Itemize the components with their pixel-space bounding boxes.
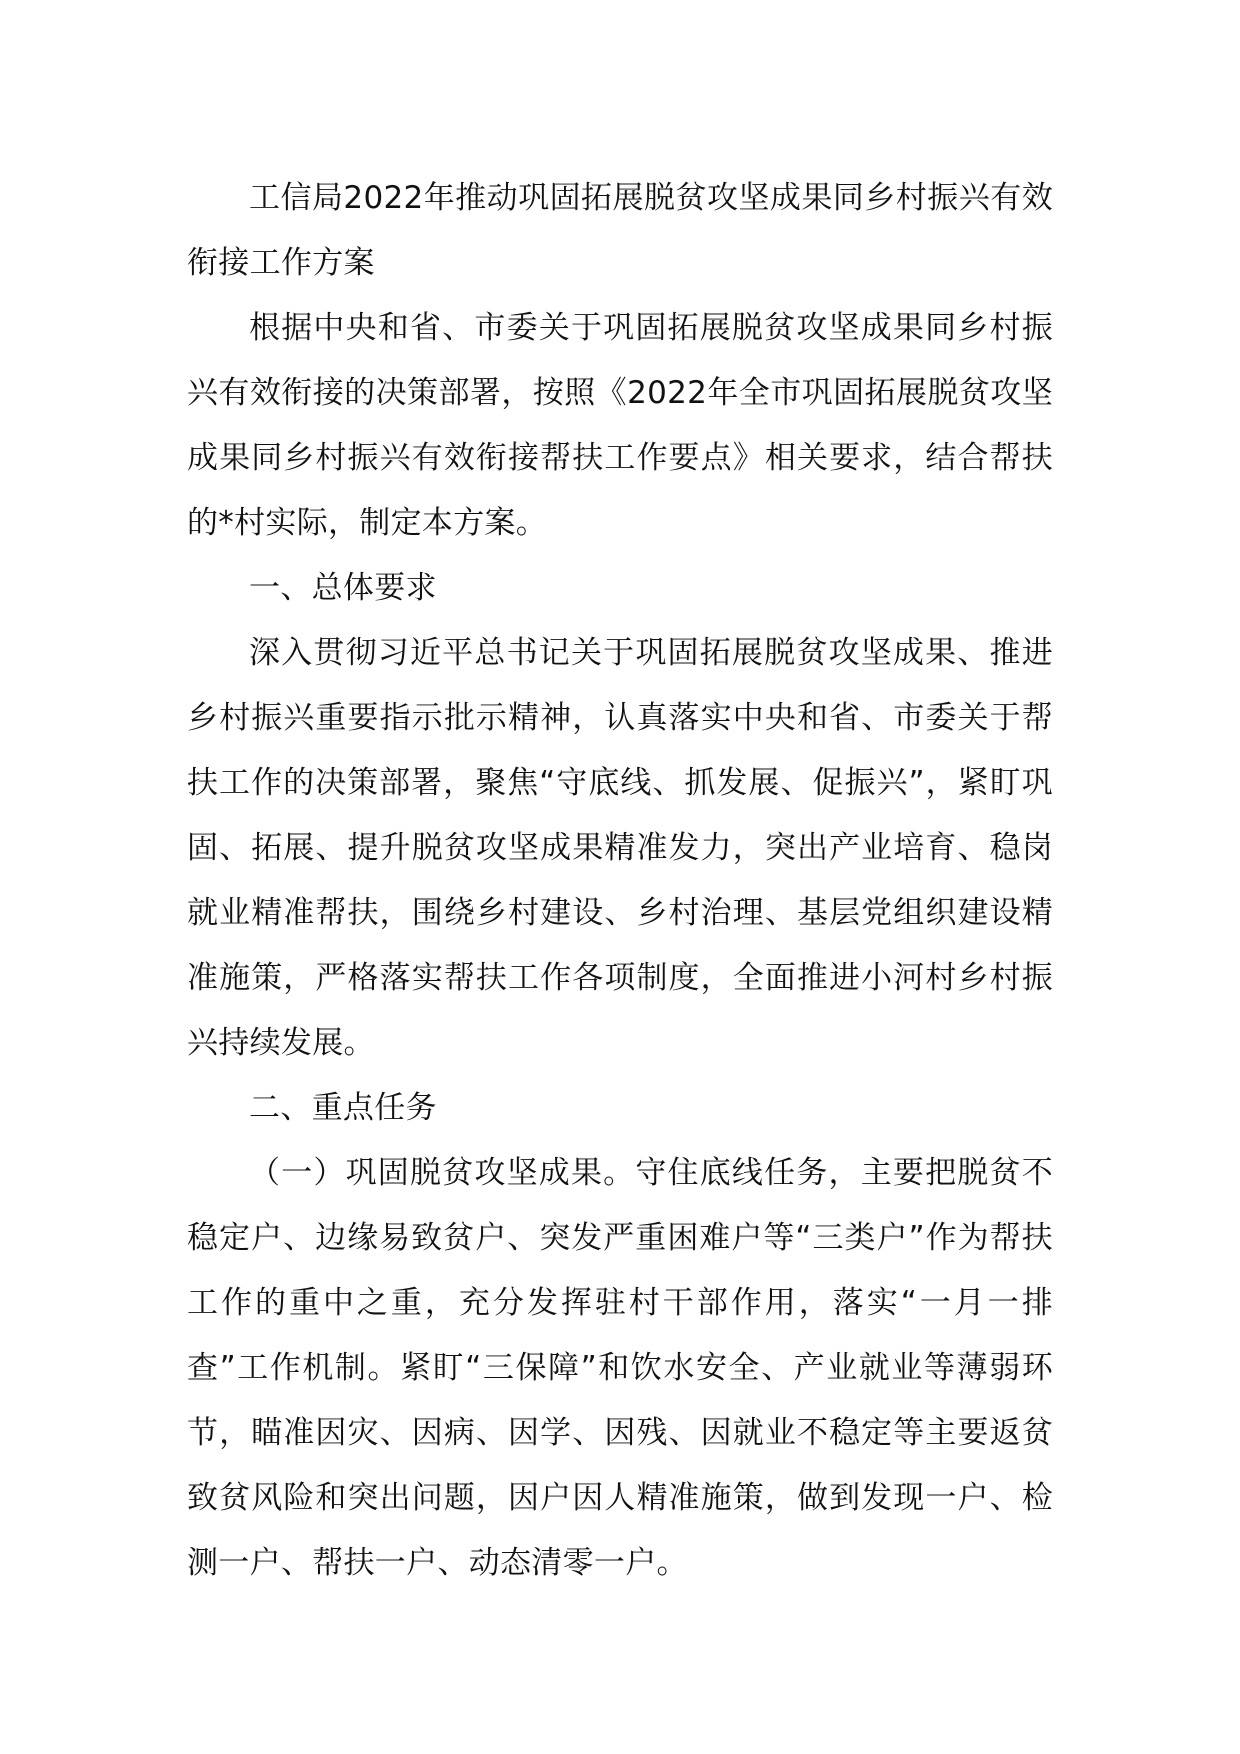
document-title: 工信局2022年推动巩固拓展脱贫攻坚成果同乡村振兴有效衔接工作方案: [187, 180, 1053, 281]
key-task-item-1-paragraph: （一）巩固脱贫攻坚成果。守住底线任务，主要把脱贫不稳定户、边缘易致贫户、突发严重困难户等“三类户”作为帮扶工作的重中之重，充分发挥驻村干部作用，落实“一月一排查”工作机制。紧盯“三保障”和饮水安全、产业就业等薄弱环节，瞄准因灾、因病、因学、因残、因就业不稳定等主要返贫致贫风险和突出问题，因户因人精准施策，做到发现一户、检测一户、帮扶一户、动态清零一户。: [187, 1155, 1053, 1581]
document-body: [187, 166, 1053, 1596]
section-heading-general-requirements: 一、总体要求: [249, 570, 437, 606]
section-heading-key-tasks: 二、重点任务: [249, 1090, 437, 1126]
general-requirements-paragraph: 深入贯彻习近平总书记关于巩固拓展脱贫攻坚成果、推进乡村振兴重要指示批示精神，认真落实中央和省、市委关于帮扶工作的决策部署，聚焦“守底线、抓发展、促振兴”，紧盯巩固、拓展、提升脱贫攻坚成果精准发力，突出产业培育、稳岗就业精准帮扶，围绕乡村建设、乡村治理、基层党组织建设精准施策，严格落实帮扶工作各项制度，全面推进小河村乡村振兴持续发展。: [187, 635, 1053, 1061]
intro-paragraph: 根据中央和省、市委关于巩固拓展脱贫攻坚成果同乡村振兴有效衔接的决策部署，按照《2022年全市巩固拓展脱贫攻坚成果同乡村振兴有效衔接帮扶工作要点》相关要求，结合帮扶的*村实际，制定本方案。: [187, 310, 1053, 541]
